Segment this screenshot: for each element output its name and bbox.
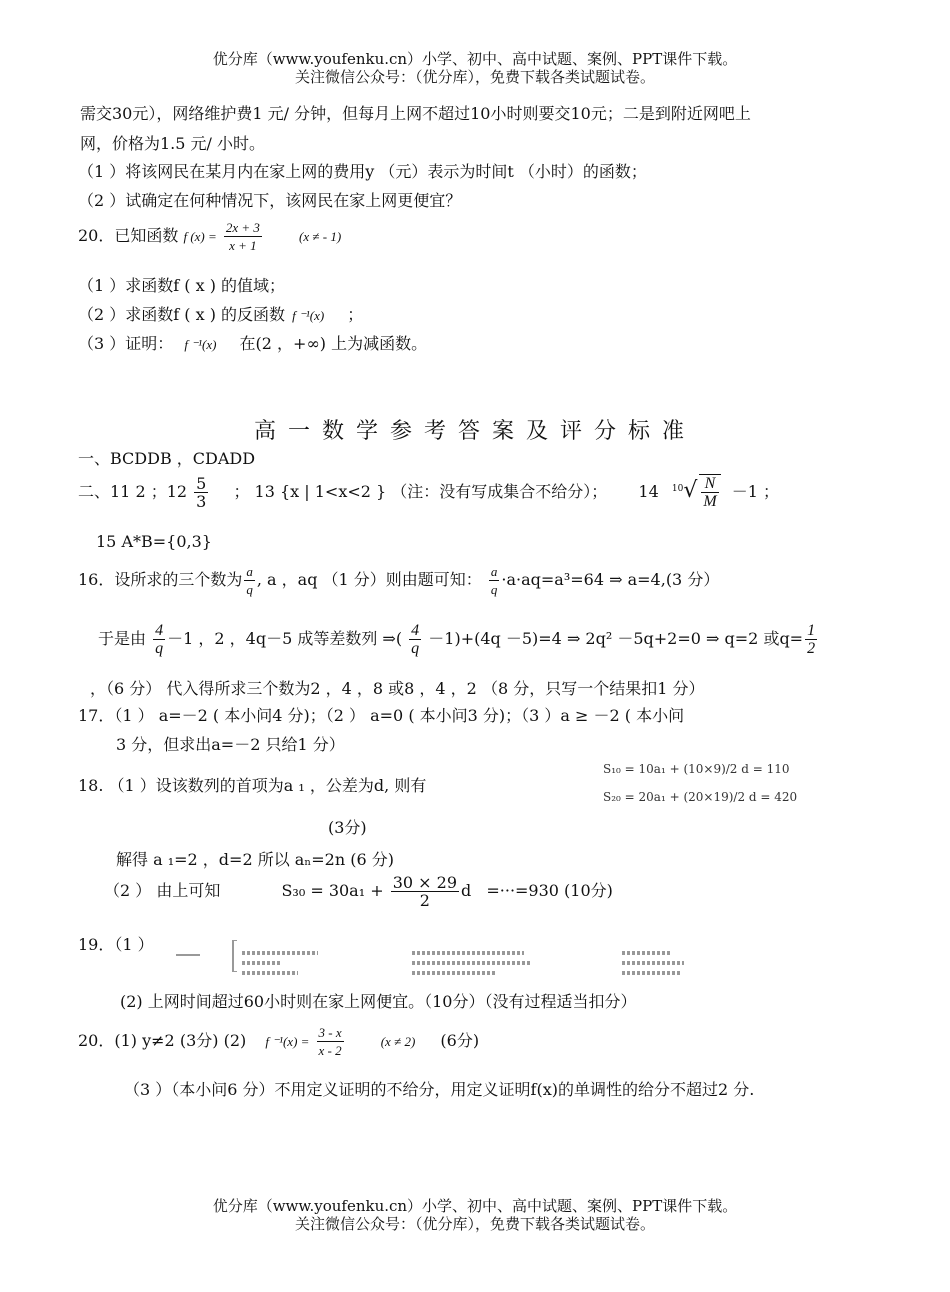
answer-16-4q-num-2: 4 (411, 622, 420, 639)
answer-18-fraction (391, 874, 459, 909)
q20-inverse-func: f ⁻¹(x) (292, 308, 325, 323)
answer-section-1: 一、BCDDB ，CDADD (78, 449, 256, 468)
answer-17-line-1: 17．（1 ） a=－2 ( 本小问4 分)；（2 ） a=0 ( 本小问3 分)；（3 ）a ≥ －2 ( 本小问 (78, 706, 685, 725)
answer-18-points: (3分) (328, 818, 367, 837)
footer-line-2: 关注微信公众号：（优分库），免费下载各类试题试卷。 (294, 1215, 655, 1233)
answer-16-4q-fraction-2 (409, 622, 421, 657)
header-line-1: 优分库（www.youfenku.cn）小学、初中、高中试题、案例、PPT课件下载。 (212, 50, 738, 68)
answer-20-cond: (x ≠ 2) (380, 1034, 416, 1049)
radical-icon: √ (683, 478, 698, 503)
q20-part-3-func: f ⁻¹(x) (184, 337, 217, 352)
answer-12-den: 3 (196, 492, 207, 511)
q20-denominator: x + 1 (229, 238, 257, 253)
answer-16-half-den: 2 (807, 640, 816, 657)
answer-16-l2-mid: －1 ，2 ，4q－5 成等差数列 ⇒( (167, 629, 403, 648)
answer-18-l3-start: （2 ） 由上可知 (104, 881, 221, 900)
answer-16-half-fraction (805, 622, 817, 657)
q20-part-3-end: 在(2 ，+∞) 上为减函数。 (239, 334, 428, 353)
answer-16-l2-start: 于是由 (98, 629, 147, 648)
answer-19-line-1: 19．（1 ） (78, 935, 154, 954)
footer-line-1: 优分库（www.youfenku.cn）小学、初中、高中试题、案例、PPT课件下载。 (212, 1197, 738, 1215)
answer-16-half-num: 1 (807, 622, 816, 639)
q20-prefix: 20．已知函数 (78, 226, 179, 245)
answer-16-aq-den-2: q (490, 582, 498, 597)
answer-16-start: 16．设所求的三个数为 (78, 570, 243, 589)
answer-20-line-1 (78, 1024, 479, 1059)
answer-14-tail: －1 ； (731, 482, 780, 501)
answer-18-frac-den: 2 (419, 891, 430, 910)
answer-19-line-2: (2) 上网时间超过60小时则在家上网便宜。（10分）（没有过程适当扣分） (120, 992, 637, 1011)
answer-14-den: M (703, 493, 717, 510)
answer-20-f: f ⁻¹(x) = (265, 1034, 310, 1049)
q19-part-2: （2 ）试确定在何种情况下，该网民在家上网更便宜？ (78, 191, 462, 210)
q20-f-lhs: f (x) = (183, 229, 217, 244)
answer-20-line-2: （3 ）（本小问6 分）不用定义证明的不给分，用定义证明f(x)的单调性的给分不超过2 分. (124, 1080, 755, 1099)
answer-sec2-start: 二、11 2 ；12 (78, 482, 188, 501)
answer-19-piecewise-image (176, 940, 716, 972)
answer-16-4q-fraction (153, 622, 165, 657)
q20-part-2-end: ； (347, 305, 364, 324)
answer-18-l3-end: =···=930 (10分) (486, 881, 613, 900)
answer-14-num: N (701, 475, 718, 493)
header-line-2: 关注微信公众号：（优分库），免费下载各类试题试卷。 (294, 68, 655, 86)
q20-condition: (x ≠ - 1) (299, 229, 342, 244)
answer-16-aq-num-2: a (490, 564, 498, 579)
answer-18-s30: S₃₀ = 30a₁ + (281, 881, 384, 900)
answer-16-aq-den: q (246, 582, 253, 597)
answer-14-label: 14 (638, 482, 659, 501)
answer-16-aq-fraction-2 (489, 563, 500, 598)
answer-16-line-3: ，（6 分） 代入得所求三个数为2 ，4 ，8 或8 ，4 ，2 （8 分，只写一个结果扣1 分） (90, 679, 705, 698)
q19-part-1: （1 ）将该网民在某月内在家上网的费用y （元）表示为时间t （小时）的函数； (78, 162, 647, 181)
answer-20-den: x - 2 (318, 1043, 342, 1058)
answer-16-aq-fraction (244, 563, 255, 598)
q20-numerator: 2x + 3 (225, 220, 260, 235)
answer-sec2-mid: ； 13 {x | 1<x<2 } （注：没有写成集合不给分）； (233, 482, 608, 501)
answer-12-fraction (194, 475, 208, 510)
answer-16-line-1 (78, 563, 719, 598)
answer-20-points: (6分) (440, 1031, 480, 1050)
q20-fraction (224, 219, 262, 254)
q20-part-2-text: （2 ）求函数f ( x ) 的反函数 (78, 305, 286, 324)
answer-16-4q-den: q (155, 640, 164, 657)
answer-section-2 (78, 474, 779, 510)
answer-12-num: 5 (196, 474, 207, 493)
answer-18-d: d (461, 881, 472, 900)
answer-18-line-1: 18. （1 ）设该数列的首项为a ₁ ，公差为d, 则有 (78, 776, 427, 795)
answers-title: 高一数学参考答案及评分标准 (253, 419, 696, 444)
q20-part-3 (78, 331, 427, 354)
answer-16-aq-num: a (246, 564, 253, 579)
answer-14-radicand (699, 474, 720, 510)
q20-part-3-text: （3 ）证明： (78, 334, 174, 353)
answer-18-frac-num: 30 × 29 (392, 873, 458, 892)
q20-part-1: （1 ）求函数f ( x ) 的值域； (78, 276, 286, 295)
answer-20-fraction (317, 1024, 344, 1059)
answer-16-4q-num: 4 (155, 622, 164, 639)
answer-16-l2-end: －1)+(4q －5)=4 ⇒ 2q² －5q+2=0 ⇒ q=2 或q= (428, 629, 804, 648)
answer-16-mid: , a ，aq （1 分）则由题可知： (256, 570, 482, 589)
answer-20-start: 20．(1) y≠2 (3分) (2) (78, 1031, 247, 1050)
answer-15: 15 A*B={0,3} (96, 532, 212, 551)
answer-18-line-3 (104, 874, 613, 909)
answer-14-root-index: 10 (671, 483, 684, 494)
answer-16-line-2 (98, 622, 819, 657)
q19-text-line-2: 网，价格为1.5 元/ 小时。 (80, 134, 266, 153)
answer-16-4q-den-2: q (411, 640, 420, 657)
answer-20-num: 3 - x (318, 1025, 342, 1040)
q20-statement (78, 219, 341, 254)
answer-18-equation-1: S₁₀ = 10a₁ + (10×9)/2 d = 110 (603, 762, 790, 776)
answer-17-line-2: 3 分，但求出a=－2 只给1 分） (116, 735, 345, 754)
answer-18-line-2: 解得 a ₁=2 ，d=2 所以 aₙ=2n (6 分) (116, 850, 394, 869)
q20-part-2 (78, 302, 363, 325)
answer-18-equation-2: S₂₀ = 20a₁ + (20×19)/2 d = 420 (603, 790, 798, 804)
answer-16-end: ·a·aq=a³=64 ⇒ a=4,(3 分） (501, 570, 720, 589)
q19-text-line-1: 需交30元），网络维护费1 元/ 分钟，但每月上网不超过10小时则要交10元；二是到附近网吧上 (80, 104, 751, 123)
